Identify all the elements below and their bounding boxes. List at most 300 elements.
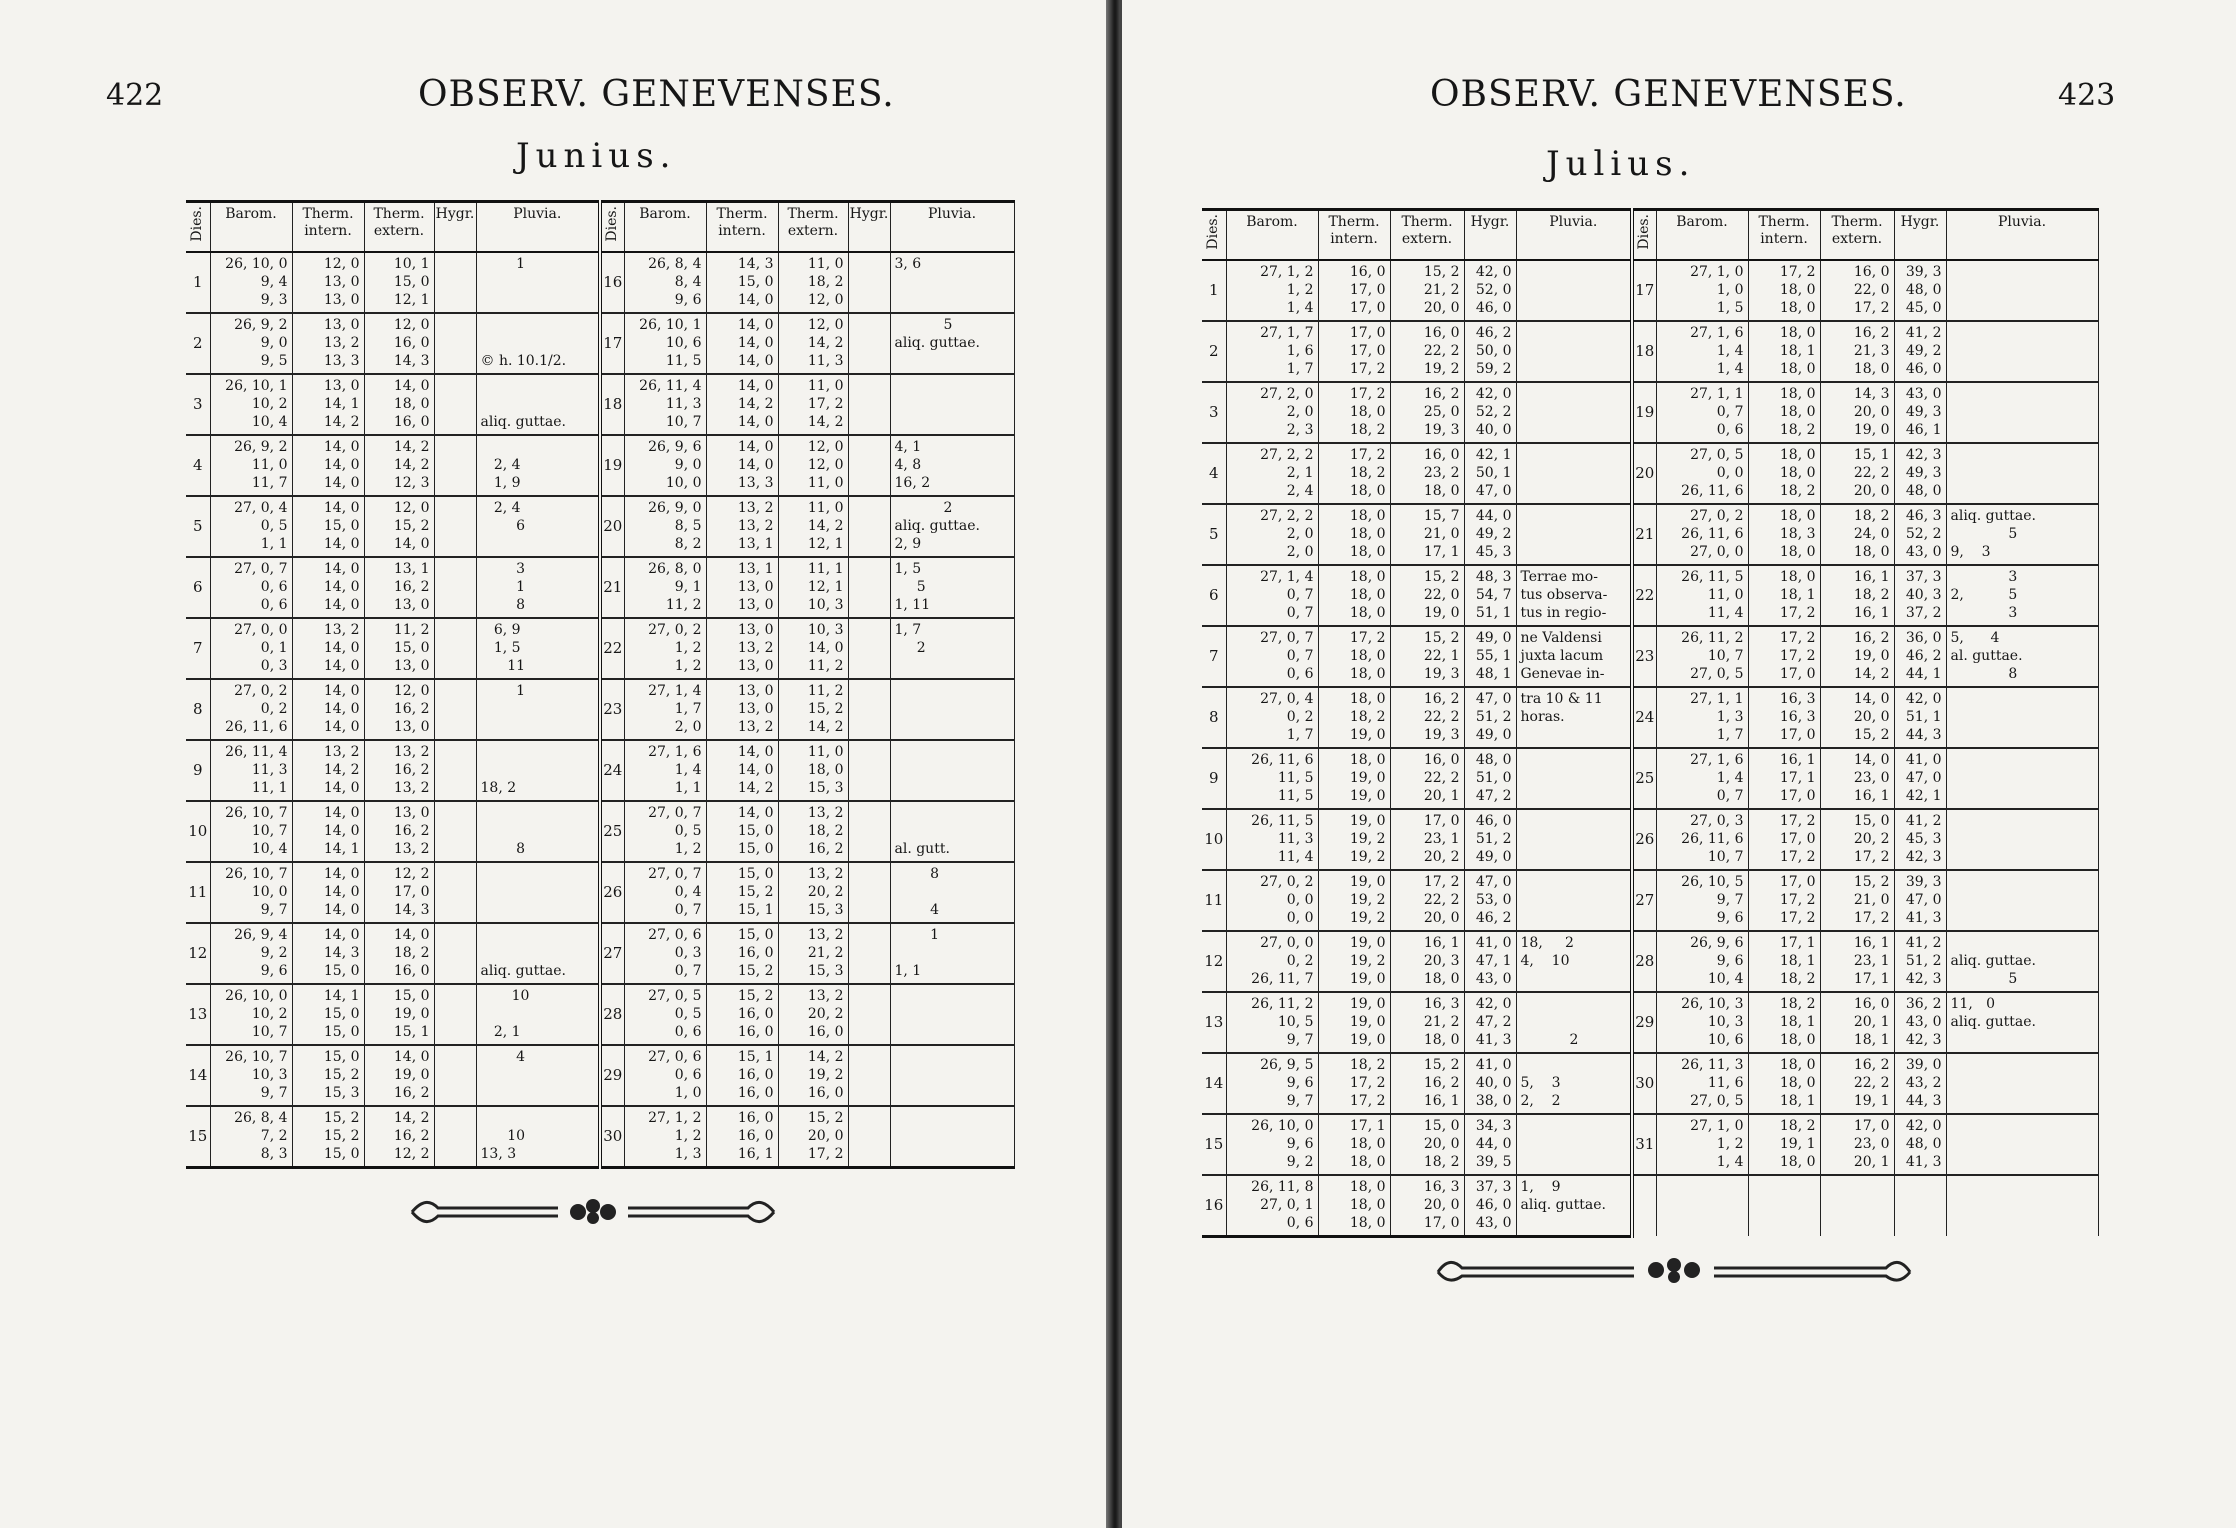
ti-line: 17, 0 — [1349, 299, 1386, 316]
day-number: 23 — [1632, 626, 1656, 687]
hy-line — [849, 657, 890, 675]
hy-cell — [1894, 321, 1946, 382]
ti-line: 17, 0 — [1349, 281, 1386, 298]
pl-line — [1947, 482, 2098, 500]
pl-line — [477, 273, 599, 291]
te-line: 14, 2 — [807, 1048, 844, 1065]
ti-line: 14, 0 — [323, 535, 360, 552]
te-line: 15, 2 — [393, 517, 430, 534]
pl-line — [891, 682, 1014, 700]
ti-line: 18, 1 — [1779, 1013, 1816, 1030]
ti-cell — [1318, 504, 1390, 565]
pl-cell — [1516, 870, 1632, 931]
pl-line: 2, 5 — [1950, 586, 2018, 603]
hy-cell — [1894, 809, 1946, 870]
hy-line: 38, 0 — [1475, 1092, 1512, 1109]
barom-line: 0, 7 — [1716, 403, 1744, 420]
pl-line — [891, 273, 1014, 291]
te-line: 20, 2 — [807, 1005, 844, 1022]
day-number: 24 — [600, 740, 624, 801]
hy-line — [435, 255, 476, 273]
hy-cell — [1894, 687, 1946, 748]
ti-line: 18, 0 — [1349, 1214, 1386, 1231]
table-row — [1202, 626, 2098, 687]
te-line: 22, 0 — [1423, 586, 1460, 603]
hy-line: 51, 1 — [1475, 604, 1512, 621]
barom-line: 1, 3 — [674, 1145, 702, 1162]
ti-cell — [292, 313, 364, 374]
barom-cell — [210, 435, 292, 496]
te-line: 21, 0 — [1423, 525, 1460, 542]
empty-cell — [1748, 1175, 1820, 1237]
table-row — [1202, 443, 2098, 504]
te-line: 20, 0 — [1853, 403, 1890, 420]
pl-line — [1517, 769, 1631, 787]
barom-line: 11, 0 — [1707, 586, 1744, 603]
hy-line — [849, 926, 890, 944]
day-number: 10 — [1202, 809, 1226, 870]
ti-line: 14, 0 — [323, 578, 360, 595]
ti-cell — [1318, 748, 1390, 809]
hy-line — [435, 962, 476, 980]
pl-cell — [1516, 1114, 1632, 1175]
hy-line — [849, 700, 890, 718]
pl-line — [477, 901, 599, 919]
barom-line: 11, 4 — [1277, 848, 1314, 865]
ti-line: 18, 0 — [1779, 1056, 1816, 1073]
barom-line: 10, 5 — [1277, 1013, 1314, 1030]
header-hygr: Hygr. — [1464, 210, 1516, 260]
barom-line: 27, 1, 6 — [1690, 324, 1744, 341]
barom-line: 27, 0, 4 — [1260, 690, 1314, 707]
hy-line — [435, 700, 476, 718]
barom-cell — [624, 801, 706, 862]
pl-line: 3 — [480, 560, 526, 577]
barom-cell — [1656, 321, 1748, 382]
table-row — [186, 862, 1014, 923]
barom-line: 1, 3 — [1716, 708, 1744, 725]
te-line: 15, 2 — [1423, 568, 1460, 585]
pl-cell — [1516, 260, 1632, 321]
pl-line — [477, 944, 599, 962]
ti-line: 18, 0 — [1349, 568, 1386, 585]
ti-cell — [1318, 443, 1390, 504]
hy-cell — [434, 618, 476, 679]
header-dies — [1632, 210, 1656, 260]
barom-line: 2, 0 — [1286, 543, 1314, 560]
te-line: 18, 0 — [1423, 970, 1460, 987]
pl-line: 3 — [1950, 568, 2018, 585]
barom-cell — [624, 679, 706, 740]
ti-line: 15, 0 — [323, 962, 360, 979]
ti-cell — [706, 313, 778, 374]
pl-line — [1947, 403, 2098, 421]
day-number: 8 — [1202, 687, 1226, 748]
barom-line: 11, 6 — [1707, 1074, 1744, 1091]
ti-line: 18, 0 — [1349, 1178, 1386, 1195]
barom-line: 2, 0 — [674, 718, 702, 735]
hy-line — [849, 438, 890, 456]
day-number: 20 — [600, 496, 624, 557]
hy-line: 47, 0 — [1475, 690, 1512, 707]
table-row — [1202, 687, 2098, 748]
ti-line: 12, 0 — [323, 255, 360, 272]
pl-cell — [1516, 382, 1632, 443]
te-line: 14, 0 — [393, 377, 430, 394]
ti-cell — [706, 496, 778, 557]
barom-line: 0, 6 — [260, 596, 288, 613]
ti-line: 14, 3 — [737, 255, 774, 272]
hy-line: 37, 2 — [1905, 604, 1942, 621]
pl-line — [1517, 360, 1631, 378]
barom-cell — [1656, 626, 1748, 687]
table-row — [1202, 382, 2098, 443]
barom-line: 0, 7 — [1716, 787, 1744, 804]
hy-line: 42, 3 — [1905, 970, 1942, 987]
pl-line: 1, 7 — [894, 621, 922, 638]
ti-line: 14, 0 — [737, 334, 774, 351]
barom-cell — [1656, 931, 1748, 992]
ti-line: 18, 0 — [1349, 647, 1386, 664]
ornament-icon — [1434, 1250, 1914, 1290]
hy-line: 46, 2 — [1905, 647, 1942, 664]
te-line: 14, 0 — [1853, 690, 1890, 707]
pl-line: 4 — [480, 1048, 526, 1065]
hy-cell — [1894, 1114, 1946, 1175]
ti-line: 18, 1 — [1779, 586, 1816, 603]
hy-line: 44, 1 — [1905, 665, 1942, 682]
barom-line: 26, 10, 7 — [225, 804, 288, 821]
ti-cell — [292, 984, 364, 1045]
barom-cell — [1656, 1114, 1748, 1175]
barom-line: 9, 0 — [260, 334, 288, 351]
te-line: 14, 3 — [393, 352, 430, 369]
barom-line: 27, 0, 7 — [234, 560, 288, 577]
barom-line: 0, 2 — [1286, 952, 1314, 969]
ti-line: 14, 0 — [323, 926, 360, 943]
pl-line: 1 — [894, 926, 940, 943]
te-cell — [1390, 809, 1464, 870]
ti-line: 15, 0 — [323, 1023, 360, 1040]
hy-line — [849, 1145, 890, 1163]
te-line: 20, 3 — [1423, 952, 1460, 969]
barom-line: 1, 4 — [1716, 769, 1744, 786]
ti-line: 18, 3 — [1779, 525, 1816, 542]
empty-cell — [1656, 1175, 1748, 1237]
ti-line: 14, 0 — [323, 779, 360, 796]
ti-line: 19, 0 — [1349, 769, 1386, 786]
ti-line: 14, 1 — [323, 987, 360, 1004]
pl-cell — [1946, 687, 2098, 748]
barom-line: 26, 10, 3 — [1681, 995, 1744, 1012]
te-cell — [1390, 1175, 1464, 1237]
barom-line: 26, 11, 6 — [1681, 482, 1744, 499]
day-number: 26 — [600, 862, 624, 923]
te-line: 10, 3 — [807, 596, 844, 613]
ti-cell — [292, 1045, 364, 1106]
hy-line — [435, 1145, 476, 1163]
day-number: 11 — [1202, 870, 1226, 931]
te-line: 18, 2 — [1853, 507, 1890, 524]
pl-line — [1517, 1056, 1631, 1074]
day-number: 1 — [186, 252, 210, 313]
barom-line: 27, 1, 0 — [1690, 1117, 1744, 1134]
te-line: 16, 2 — [393, 578, 430, 595]
te-cell — [1820, 992, 1894, 1053]
barom-line: 26, 11, 6 — [225, 718, 288, 735]
ti-line: 19, 2 — [1349, 952, 1386, 969]
te-line: 15, 3 — [807, 779, 844, 796]
hy-cell — [848, 1106, 890, 1168]
te-line: 14, 2 — [807, 517, 844, 534]
pl-line — [1947, 751, 2098, 769]
hy-line: 49, 0 — [1475, 629, 1512, 646]
hy-line: 39, 0 — [1905, 1056, 1942, 1073]
ti-line: 14, 0 — [323, 682, 360, 699]
pl-line — [1517, 891, 1631, 909]
hy-line — [849, 273, 890, 291]
ti-line: 16, 0 — [737, 944, 774, 961]
te-line: 16, 2 — [1423, 385, 1460, 402]
hy-cell — [434, 374, 476, 435]
te-line: 17, 2 — [1853, 299, 1890, 316]
barom-line: 26, 10, 0 — [1251, 1117, 1314, 1134]
pl-line: aliq. guttae. — [894, 517, 980, 534]
hy-line: 39, 5 — [1475, 1153, 1512, 1170]
barom-line: 26, 11, 6 — [1251, 751, 1314, 768]
pl-line: tus in regio- — [1520, 604, 1607, 621]
ti-line: 13, 0 — [323, 377, 360, 394]
table-row — [186, 801, 1014, 862]
hy-cell — [848, 1045, 890, 1106]
ti-line: 14, 0 — [323, 822, 360, 839]
pl-line — [1517, 1117, 1631, 1135]
pl-line — [1517, 385, 1631, 403]
barom-line: 0, 0 — [1286, 909, 1314, 926]
hy-line: 47, 0 — [1905, 769, 1942, 786]
ti-line: 16, 3 — [1779, 708, 1816, 725]
te-line: 13, 0 — [393, 718, 430, 735]
te-line: 14, 2 — [807, 413, 844, 430]
barom-line: 1, 4 — [674, 761, 702, 778]
hy-cell — [848, 801, 890, 862]
te-line: 18, 0 — [807, 761, 844, 778]
pl-line — [1947, 1153, 2098, 1171]
te-cell — [778, 923, 848, 984]
hy-line — [435, 743, 476, 761]
hy-line: 42, 0 — [1475, 995, 1512, 1012]
barom-cell — [210, 801, 292, 862]
hy-line: 48, 0 — [1905, 1135, 1942, 1152]
hy-cell — [1464, 382, 1516, 443]
hy-line: 46, 0 — [1475, 1196, 1512, 1213]
pl-line — [1517, 342, 1631, 360]
hy-line — [849, 621, 890, 639]
barom-line: 27, 0, 7 — [648, 804, 702, 821]
ti-line: 19, 0 — [1349, 812, 1386, 829]
header-hygr: Hygr. — [1894, 210, 1946, 260]
barom-line: 27, 0, 2 — [1260, 873, 1314, 890]
pl-cell — [890, 801, 1014, 862]
hy-line: 42, 3 — [1905, 848, 1942, 865]
pl-line: aliq. guttae. — [1950, 507, 2036, 524]
pl-cell — [890, 618, 1014, 679]
te-cell — [1390, 504, 1464, 565]
te-line: 18, 2 — [393, 944, 430, 961]
ti-cell — [1318, 1114, 1390, 1175]
pl-line: 18, 2 — [480, 779, 517, 796]
ti-line: 19, 2 — [1349, 891, 1386, 908]
hy-line: 42, 1 — [1475, 446, 1512, 463]
ti-line: 15, 0 — [737, 273, 774, 290]
ti-line: 14, 3 — [323, 944, 360, 961]
te-line: 12, 1 — [807, 535, 844, 552]
day-number: 5 — [186, 496, 210, 557]
hy-line: 39, 3 — [1905, 263, 1942, 280]
barom-cell — [210, 496, 292, 557]
ti-line: 13, 2 — [323, 621, 360, 638]
barom-line: 26, 9, 2 — [234, 438, 288, 455]
hy-line — [435, 1084, 476, 1102]
ti-cell — [706, 374, 778, 435]
ti-line: 15, 2 — [737, 987, 774, 1004]
ti-line: 14, 0 — [323, 865, 360, 882]
pl-line — [1517, 324, 1631, 342]
ti-cell — [1318, 809, 1390, 870]
hy-line — [435, 535, 476, 553]
barom-line: 8, 5 — [674, 517, 702, 534]
ti-line: 17, 2 — [1349, 1074, 1386, 1091]
barom-cell — [1656, 504, 1748, 565]
barom-line: 9, 6 — [260, 962, 288, 979]
ti-line: 14, 0 — [323, 700, 360, 717]
ti-cell — [706, 984, 778, 1045]
te-line: 13, 0 — [393, 657, 430, 674]
hy-line — [435, 395, 476, 413]
ti-line: 14, 0 — [323, 438, 360, 455]
te-line: 12, 0 — [807, 316, 844, 333]
table-row — [186, 923, 1014, 984]
pl-line — [1947, 830, 2098, 848]
barom-line: 11, 5 — [665, 352, 702, 369]
hy-line: 48, 0 — [1905, 281, 1942, 298]
pl-cell — [1946, 443, 2098, 504]
barom-line: 26, 10, 1 — [639, 316, 702, 333]
barom-line: 9, 7 — [260, 1084, 288, 1101]
hy-cell — [434, 1045, 476, 1106]
barom-cell — [210, 862, 292, 923]
ti-line: 16, 0 — [1349, 263, 1386, 280]
hy-cell — [1894, 931, 1946, 992]
ti-line: 13, 2 — [323, 743, 360, 760]
barom-line: 0, 3 — [260, 657, 288, 674]
ti-line: 16, 0 — [737, 1066, 774, 1083]
te-line: 15, 1 — [1853, 446, 1890, 463]
hy-line — [435, 456, 476, 474]
hy-cell — [434, 801, 476, 862]
ti-line: 13, 0 — [737, 700, 774, 717]
day-number: 18 — [600, 374, 624, 435]
barom-line: 11, 5 — [1277, 769, 1314, 786]
barom-line: 26, 9, 6 — [648, 438, 702, 455]
barom-line: 0, 1 — [260, 639, 288, 656]
hy-cell — [1894, 626, 1946, 687]
te-cell — [364, 862, 434, 923]
pl-cell — [890, 496, 1014, 557]
barom-cell — [1226, 565, 1318, 626]
hy-line — [435, 621, 476, 639]
barom-line: 1, 2 — [1286, 281, 1314, 298]
pl-line: 1, 1 — [894, 962, 922, 979]
barom-line: 26, 10, 0 — [225, 987, 288, 1004]
pl-line — [891, 718, 1014, 736]
ti-cell — [1318, 1175, 1390, 1237]
hy-line: 42, 3 — [1905, 446, 1942, 463]
pl-line: 1, 11 — [894, 596, 931, 613]
hy-line: 55, 1 — [1475, 647, 1512, 664]
julius-observation-table — [1202, 208, 2099, 1238]
barom-line: 11, 4 — [1707, 604, 1744, 621]
pl-line — [1947, 342, 2098, 360]
hy-line: 42, 0 — [1475, 385, 1512, 402]
header-dies-label: Dies. — [1205, 214, 1222, 250]
hy-line — [435, 377, 476, 395]
pl-cell — [890, 984, 1014, 1045]
day-number: 8 — [186, 679, 210, 740]
te-line: 16, 0 — [393, 413, 430, 430]
pl-cell — [1946, 504, 2098, 565]
te-cell — [364, 801, 434, 862]
ti-line: 14, 0 — [323, 456, 360, 473]
te-line: 16, 2 — [393, 761, 430, 778]
pl-line — [891, 883, 1014, 901]
te-cell — [1390, 931, 1464, 992]
te-line: 20, 0 — [1423, 1135, 1460, 1152]
barom-line: 1, 6 — [1286, 342, 1314, 359]
ti-line: 14, 0 — [323, 596, 360, 613]
pl-cell — [1516, 1053, 1632, 1114]
hy-line — [849, 395, 890, 413]
hy-line — [435, 682, 476, 700]
hy-line — [435, 499, 476, 517]
te-line: 17, 0 — [1853, 1117, 1890, 1134]
ti-cell — [1318, 626, 1390, 687]
pl-line — [1517, 543, 1631, 561]
hy-cell — [1464, 565, 1516, 626]
ti-line: 14, 1 — [323, 395, 360, 412]
barom-line: 27, 1, 2 — [648, 1109, 702, 1126]
hy-cell — [1464, 870, 1516, 931]
ti-line: 13, 0 — [323, 291, 360, 308]
table-row — [1202, 260, 2098, 321]
ti-cell — [292, 1106, 364, 1168]
ti-cell — [292, 252, 364, 313]
table-row — [186, 740, 1014, 801]
te-line: 17, 0 — [1423, 1214, 1460, 1231]
ti-line: 19, 0 — [1349, 934, 1386, 951]
hy-line — [849, 474, 890, 492]
te-cell — [1390, 321, 1464, 382]
barom-line: 10, 3 — [1707, 1013, 1744, 1030]
pl-line — [477, 291, 599, 309]
te-line: 19, 3 — [1423, 726, 1460, 743]
pl-line — [1517, 464, 1631, 482]
te-line: 20, 0 — [1853, 482, 1890, 499]
pl-line: al. gutt. — [894, 840, 950, 857]
ti-line: 14, 0 — [323, 657, 360, 674]
ti-line: 16, 0 — [737, 1023, 774, 1040]
day-number: 23 — [600, 679, 624, 740]
